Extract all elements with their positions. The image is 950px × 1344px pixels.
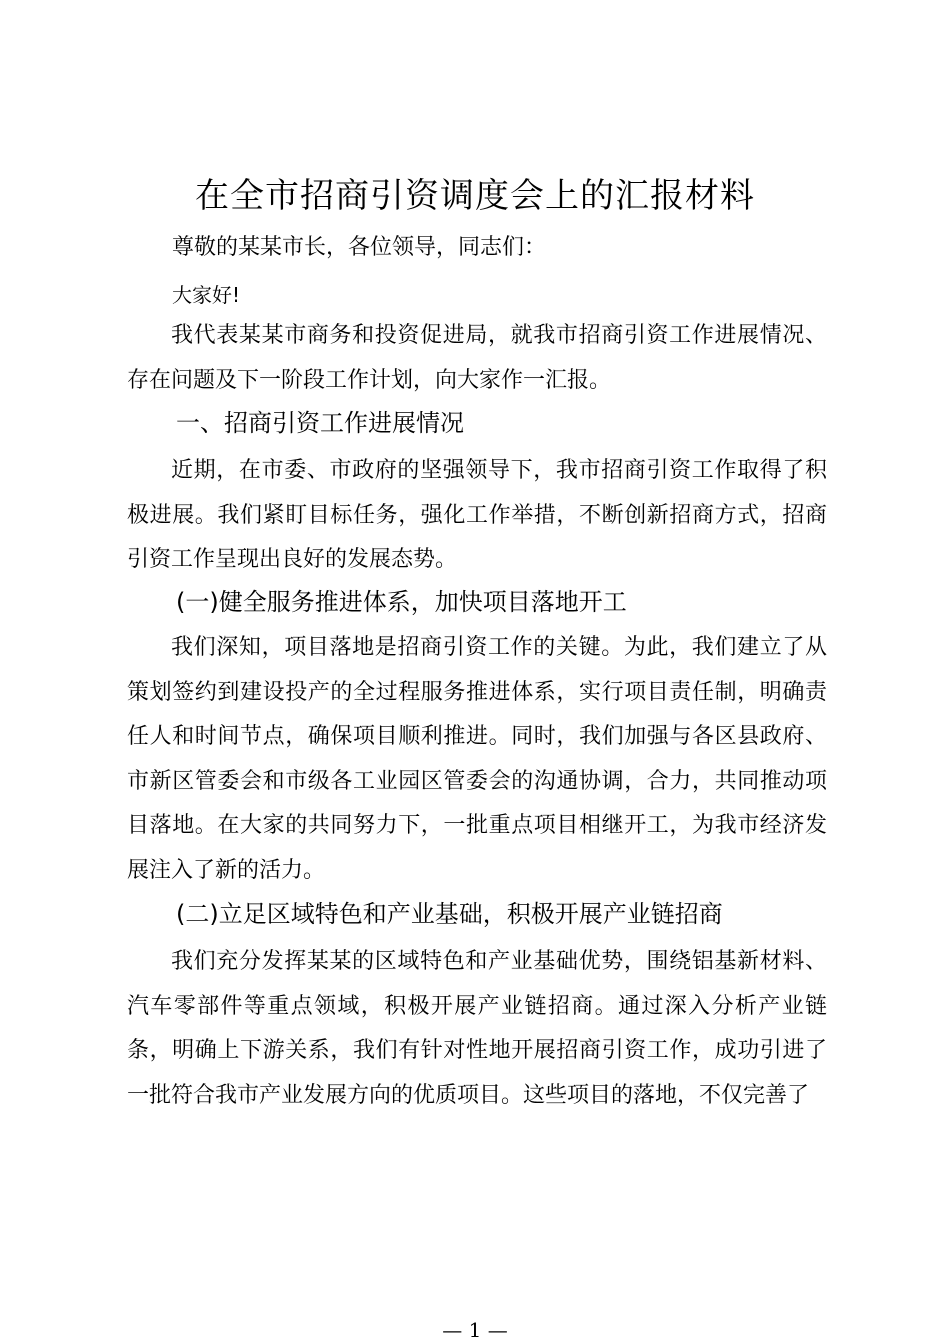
section-heading-1: 一、招商引资工作进展情况 [176,409,464,437]
document-title: 在全市招商引资调度会上的汇报材料 [195,176,755,216]
page-number: — 1 — [442,1318,508,1342]
subsection-heading-1: (一)健全服务推进体系，加快项目落地开工 [176,588,627,616]
greeting: 大家好! [172,283,241,307]
salutation: 尊敬的某某市长，各位领导，同志们： [172,235,547,260]
subsection-1-paragraph: 我们深知，项目落地是招商引资工作的关键。为此，我们建立了从策划签约到建设投产的全过程服务推进体系，实行项目责任制，明确责任人和时间节点，确保项目顺利推进。同时，我们加强与各区县政府、市新区管委会和市级各工业园区管委会的沟通协调，合力，共同推动项目落地。在大家的共同努力下，一批重点项目相继开工，为我市经济发展注入了新的活力。 [127,635,827,883]
section-1-paragraph: 近期，在市委、市政府的坚强领导下，我市招商引资工作取得了积极进展。我们紧盯目标任务，强化工作举措，不断创新招商方式，招商引资工作呈现出良好的发展态势。 [127,458,827,572]
subsection-heading-2: (二)立足区域特色和产业基础，积极开展产业链招商 [176,900,723,928]
subsection-2-paragraph: 我们充分发挥某某的区域特色和产业基础优势，围绕铝基新材料、汽车零部件等重点领域，积极开展产业链招商。通过深入分析产业链条，明确上下游关系，我们有针对性地开展招商引资工作，成功引进了一批符合我市产业发展方向的优质项目。这些项目的落地，不仅完善了 [127,949,827,1108]
intro-paragraph: 我代表某某市商务和投资促进局，就我市招商引资工作进展情况、存在问题及下一阶段工作计划，向大家作一汇报。 [127,323,827,393]
